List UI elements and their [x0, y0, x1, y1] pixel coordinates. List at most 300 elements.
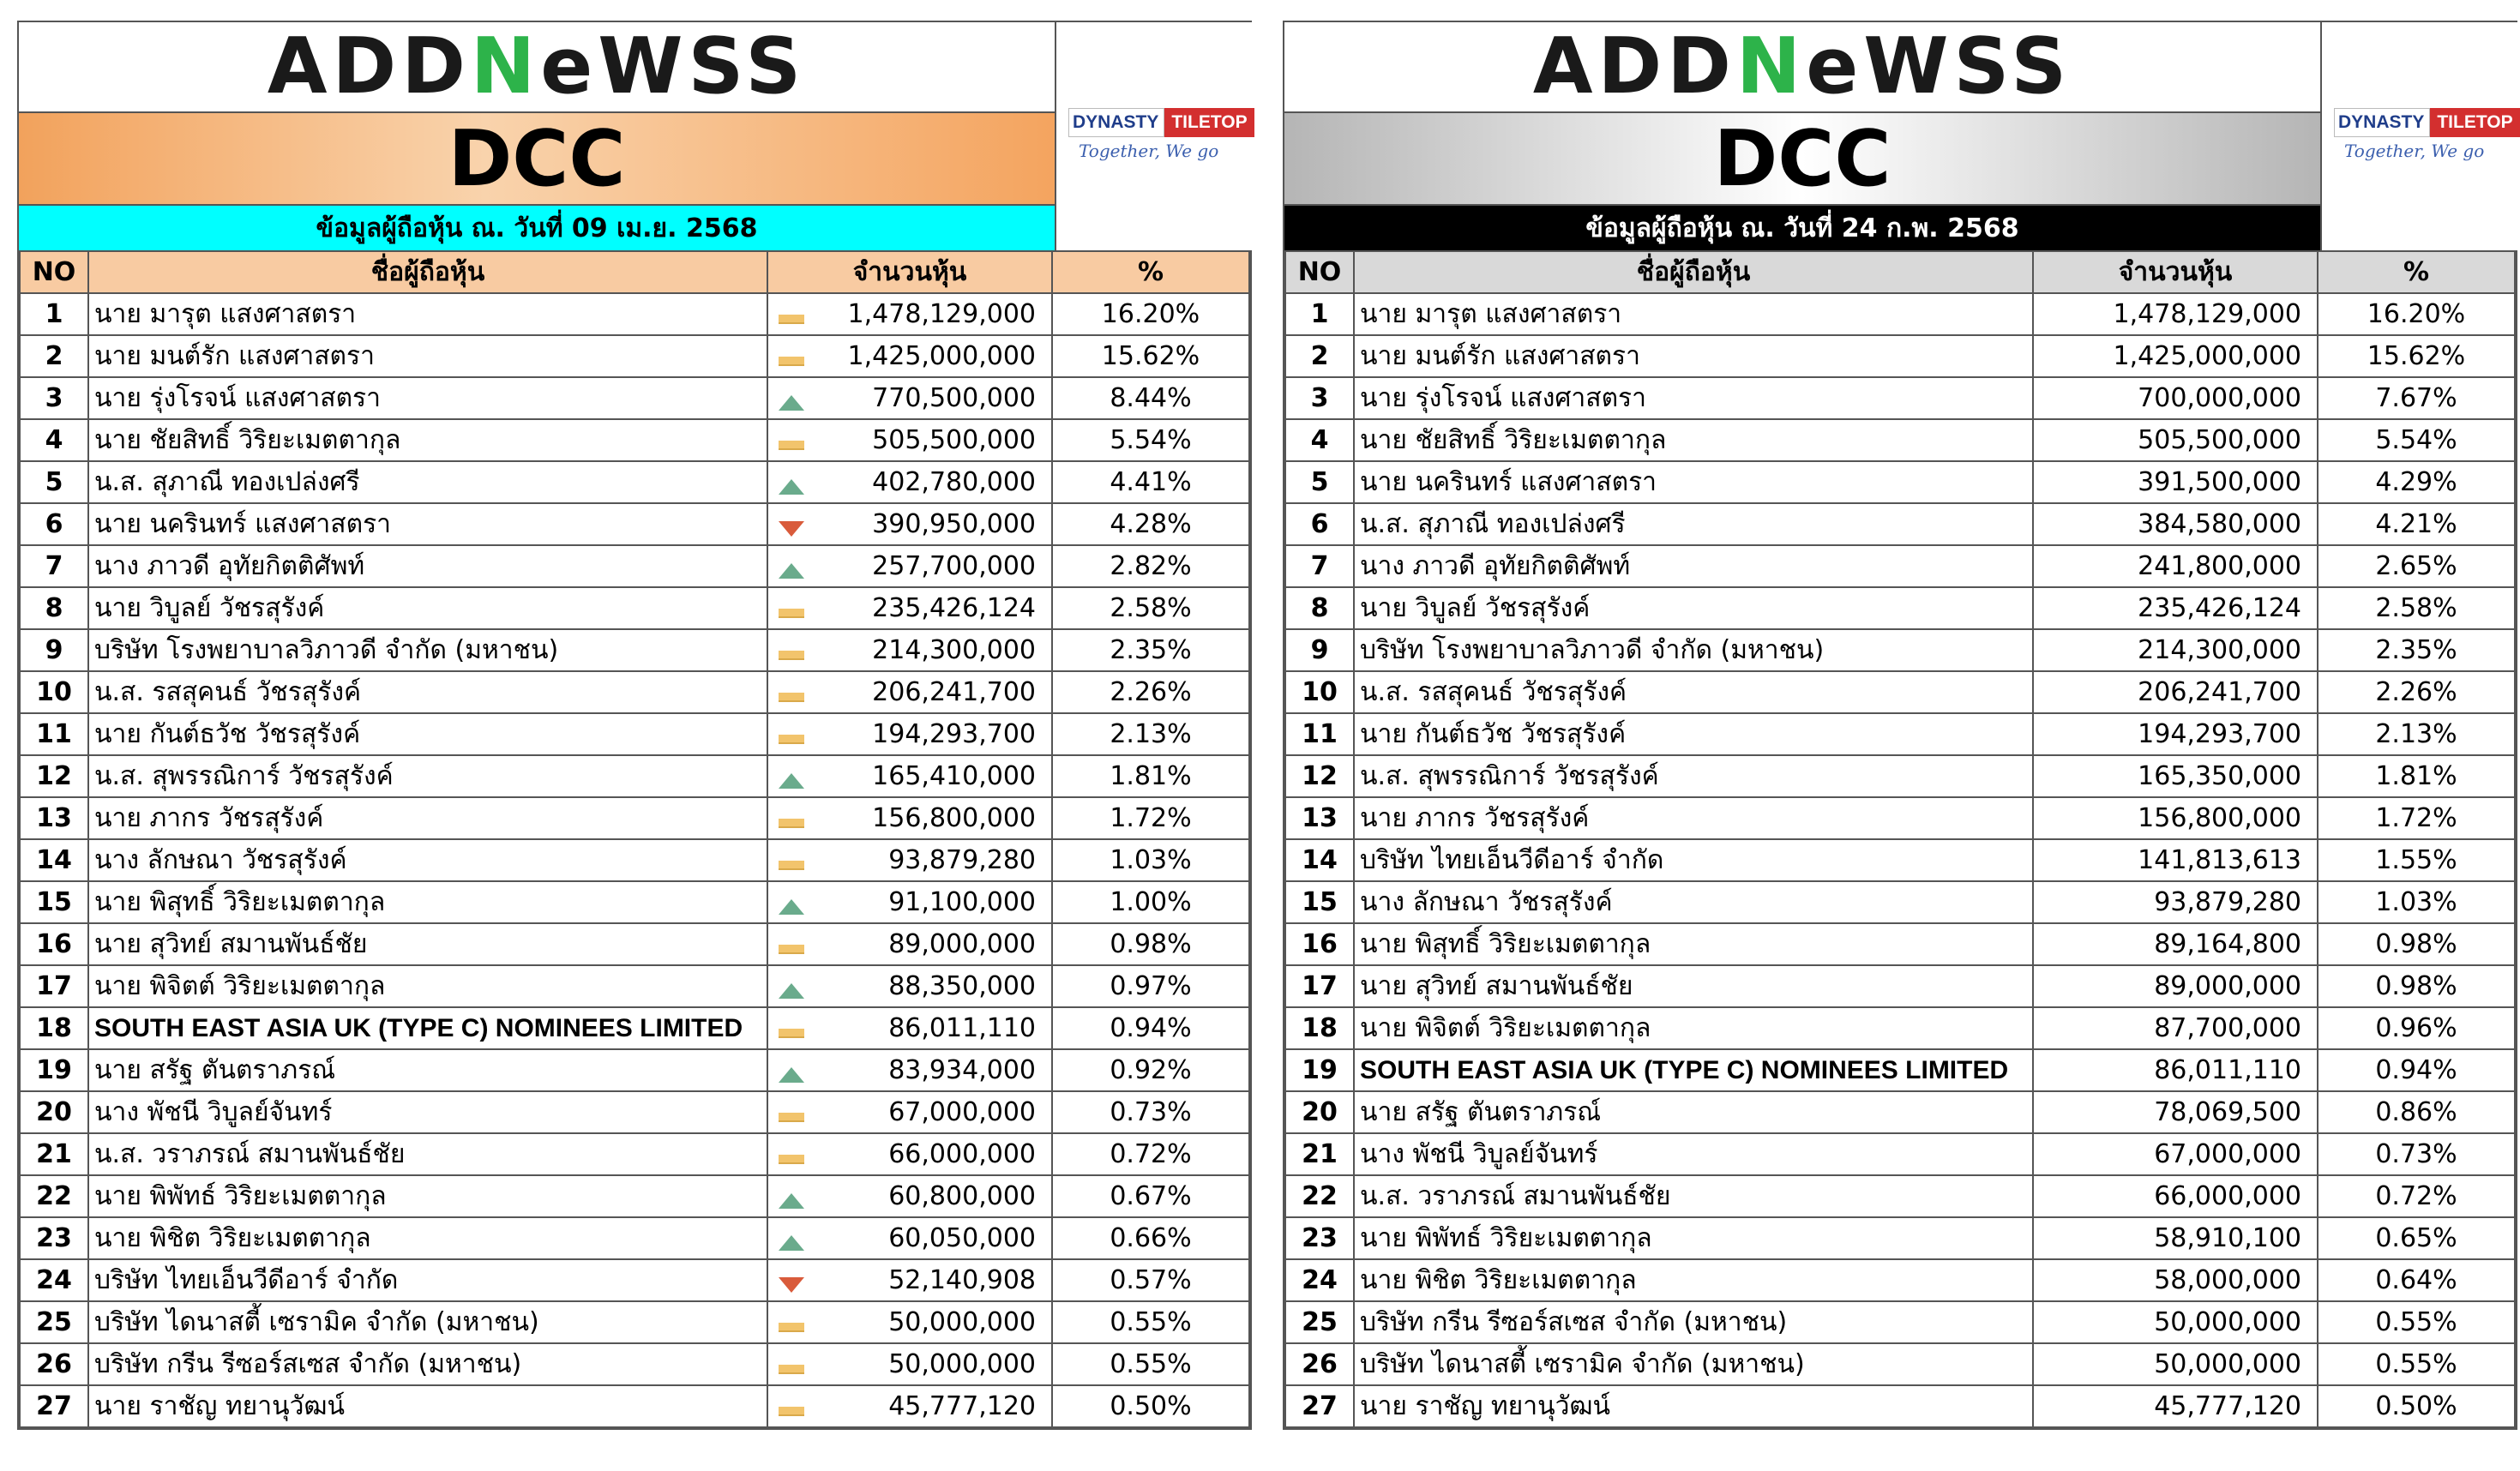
col-no: NO: [1285, 251, 1354, 293]
share-count-cell: [2033, 335, 2318, 377]
share-count: 214,300,000: [2138, 635, 2301, 665]
row-number: 12: [20, 755, 88, 797]
ticker-banner: [19, 111, 1055, 206]
table-row: [1285, 461, 2515, 503]
share-count-cell: [2033, 419, 2318, 461]
shareholder-name: บริษัท กรีน รีซอร์สเซส จำกัด (มหาชน): [1354, 1301, 2033, 1343]
share-percent: 1.00%: [1052, 881, 1249, 923]
share-count: 50,000,000: [2154, 1307, 2301, 1337]
share-percent: 4.41%: [1052, 461, 1249, 503]
row-number: 22: [20, 1175, 88, 1217]
share-percent: 0.50%: [2318, 1385, 2515, 1427]
share-percent: 4.21%: [2318, 503, 2515, 545]
share-percent: 0.98%: [2318, 965, 2515, 1007]
unchanged-dash-icon: [779, 1323, 804, 1332]
share-count: 45,777,120: [888, 1391, 1036, 1421]
row-number: 23: [20, 1217, 88, 1259]
unchanged-dash-icon: [779, 609, 804, 618]
date-label: ข้อมูลผู้ถือหุ้น ณ. วันที่ 24 ก.พ. 2568: [1284, 204, 2320, 250]
table-row: [20, 377, 1249, 419]
share-percent: 2.58%: [1052, 587, 1249, 629]
row-number: 5: [1285, 461, 1354, 503]
ticker-banner: [1284, 111, 2320, 206]
share-percent: 0.98%: [1052, 923, 1249, 965]
unchanged-dash-icon: [779, 1365, 804, 1374]
share-count: 194,293,700: [872, 719, 1036, 749]
addnewss-logo: [1284, 22, 2320, 111]
shareholder-name: น.ส. สุภาณี ทองเปล่งศรี: [88, 461, 767, 503]
share-count-cell: [2033, 1343, 2318, 1385]
shareholder-name: นาง พัชนี วิบูลย์จันทร์: [88, 1091, 767, 1133]
share-count-cell: [767, 419, 1052, 461]
share-count-cell: [767, 755, 1052, 797]
table-row: [1285, 881, 2515, 923]
share-percent: 2.35%: [2318, 629, 2515, 671]
share-percent: 0.72%: [2318, 1175, 2515, 1217]
share-count: 66,000,000: [2154, 1181, 2301, 1211]
row-number: 2: [1285, 335, 1354, 377]
share-percent: 0.72%: [1052, 1133, 1249, 1175]
panel-header: [19, 22, 1250, 250]
unchanged-dash-icon: [779, 1029, 804, 1038]
share-percent: 0.67%: [1052, 1175, 1249, 1217]
table-row: [20, 1259, 1249, 1301]
shareholder-name: นาย สุวิทย์ สมานพันธ์ชัย: [1354, 965, 2033, 1007]
share-count-cell: [767, 923, 1052, 965]
table-row: [1285, 713, 2515, 755]
table-row: [20, 335, 1249, 377]
row-number: 9: [20, 629, 88, 671]
shareholder-name: บริษัท โรงพยาบาลวิภาวดี จำกัด (มหาชน): [88, 629, 767, 671]
share-percent: 8.44%: [1052, 377, 1249, 419]
row-number: 13: [1285, 797, 1354, 839]
table-row: [1285, 1343, 2515, 1385]
share-count-cell: [2033, 713, 2318, 755]
share-percent: 0.97%: [1052, 965, 1249, 1007]
share-count-cell: [767, 965, 1052, 1007]
up-arrow-icon: [779, 1067, 804, 1083]
shareholder-name: นาย นครินทร์ แสงศาสตรา: [1354, 461, 2033, 503]
share-count-cell: [2033, 1175, 2318, 1217]
table-row: [20, 1343, 1249, 1385]
row-number: 11: [20, 713, 88, 755]
table-row: [1285, 587, 2515, 629]
row-number: 1: [1285, 293, 1354, 335]
table-row: [20, 1175, 1249, 1217]
col-pct: %: [2318, 251, 2515, 293]
share-count-cell: [767, 1217, 1052, 1259]
header-main: [19, 22, 1055, 250]
table-row: [1285, 1301, 2515, 1343]
shareholder-name: น.ส. สุพรรณิการ์ วัชรสุรังค์: [88, 755, 767, 797]
table-row: [20, 461, 1249, 503]
share-count: 78,069,500: [2154, 1097, 2301, 1127]
row-number: 25: [20, 1301, 88, 1343]
shareholder-name: นาย ราชัญ ทยานุวัฒน์: [1354, 1385, 2033, 1427]
share-percent: 0.55%: [1052, 1343, 1249, 1385]
shareholder-name: นาย สุวิทย์ สมานพันธ์ชัย: [88, 923, 767, 965]
share-percent: 16.20%: [1052, 293, 1249, 335]
table-row: [20, 1133, 1249, 1175]
share-count: 45,777,120: [2154, 1391, 2301, 1421]
share-count: 206,241,700: [2138, 677, 2301, 707]
table-row: [20, 293, 1249, 335]
table-row: [1285, 839, 2515, 881]
up-arrow-icon: [779, 899, 804, 915]
share-percent: 1.72%: [1052, 797, 1249, 839]
row-number: 3: [20, 377, 88, 419]
up-arrow-icon: [779, 479, 804, 495]
share-count: 505,500,000: [872, 425, 1036, 455]
share-count-cell: [2033, 965, 2318, 1007]
share-count: 88,350,000: [888, 971, 1036, 1001]
share-count: 93,879,280: [888, 845, 1036, 875]
share-percent: 15.62%: [2318, 335, 2515, 377]
share-count: 58,000,000: [2154, 1265, 2301, 1295]
sponsor-box: [1055, 22, 1252, 250]
row-number: 20: [1285, 1091, 1354, 1133]
share-percent: 0.86%: [2318, 1091, 2515, 1133]
shareholder-name: บริษัท ไดนาสตี้ เซรามิค จำกัด (มหาชน): [1354, 1343, 2033, 1385]
share-count-cell: [767, 1133, 1052, 1175]
row-number: 26: [1285, 1343, 1354, 1385]
shareholder-name: น.ส. รสสุคนธ์ วัชรสุรังค์: [1354, 671, 2033, 713]
row-number: 7: [1285, 545, 1354, 587]
row-number: 27: [20, 1385, 88, 1427]
row-number: 25: [1285, 1301, 1354, 1343]
share-percent: 2.13%: [2318, 713, 2515, 755]
row-number: 27: [1285, 1385, 1354, 1427]
shareholder-name: นาง ลักษณา วัชรสุรังค์: [1354, 881, 2033, 923]
unchanged-dash-icon: [779, 651, 804, 660]
row-number: 1: [20, 293, 88, 335]
up-arrow-icon: [779, 395, 804, 411]
table-row: [1285, 419, 2515, 461]
share-percent: 16.20%: [2318, 293, 2515, 335]
row-number: 15: [1285, 881, 1354, 923]
table-row: [20, 1091, 1249, 1133]
share-count: 50,000,000: [2154, 1349, 2301, 1379]
share-percent: 15.62%: [1052, 335, 1249, 377]
share-percent: 0.57%: [1052, 1259, 1249, 1301]
shareholder-name: น.ส. รสสุคนธ์ วัชรสุรังค์: [88, 671, 767, 713]
share-percent: 0.73%: [1052, 1091, 1249, 1133]
share-percent: 0.94%: [1052, 1007, 1249, 1049]
row-number: 10: [20, 671, 88, 713]
share-count: 156,800,000: [872, 803, 1036, 833]
table-row: [1285, 797, 2515, 839]
down-arrow-icon: [779, 1277, 804, 1293]
share-percent: 0.55%: [2318, 1343, 2515, 1385]
table-row: [1285, 965, 2515, 1007]
table-row: [20, 671, 1249, 713]
share-count: 89,164,800: [2154, 929, 2301, 959]
share-percent: 0.94%: [2318, 1049, 2515, 1091]
share-count-cell: [2033, 923, 2318, 965]
unchanged-dash-icon: [779, 735, 804, 744]
dynasty-tiletop-logo: DYNASTY TILETOP Together, We go: [1068, 108, 1240, 161]
shareholder-name: นาย สรัฐ ตันตราภรณ์: [88, 1049, 767, 1091]
unchanged-dash-icon: [779, 1113, 804, 1122]
share-count: 66,000,000: [888, 1139, 1036, 1169]
shareholder-name: นาย พิชิต วิริยะเมตตากุล: [88, 1217, 767, 1259]
share-percent: 4.28%: [1052, 503, 1249, 545]
dynasty-tiletop-logo: DYNASTY TILETOP Together, We go: [2334, 108, 2505, 161]
row-number: 17: [20, 965, 88, 1007]
shareholder-name: นาย พิจิตต์ วิริยะเมตตากุล: [88, 965, 767, 1007]
down-arrow-icon: [779, 521, 804, 537]
shareholder-name: นาย ชัยสิทธิ์ วิริยะเมตตากุล: [1354, 419, 2033, 461]
share-count: 86,011,110: [2154, 1055, 2301, 1085]
shareholder-name: นาย รุ่งโรจน์ แสงศาสตรา: [88, 377, 767, 419]
share-count: 67,000,000: [2154, 1139, 2301, 1169]
row-number: 14: [20, 839, 88, 881]
row-number: 21: [20, 1133, 88, 1175]
row-number: 14: [1285, 839, 1354, 881]
share-count-cell: [767, 503, 1052, 545]
share-count: 214,300,000: [872, 635, 1036, 665]
table-row: [1285, 1091, 2515, 1133]
col-pct: %: [1052, 251, 1249, 293]
share-count-cell: [767, 797, 1052, 839]
table-row: [20, 923, 1249, 965]
share-count-cell: [2033, 293, 2318, 335]
shareholder-name: นาย พิจิตต์ วิริยะเมตตากุล: [1354, 1007, 2033, 1049]
share-count: 1,478,129,000: [847, 299, 1036, 329]
share-percent: 0.50%: [1052, 1385, 1249, 1427]
row-number: 21: [1285, 1133, 1354, 1175]
share-count-cell: [2033, 671, 2318, 713]
share-count: 58,910,100: [2154, 1223, 2301, 1253]
share-percent: 1.81%: [2318, 755, 2515, 797]
shareholder-name: นาย มนต์รัก แสงศาสตรา: [88, 335, 767, 377]
shareholder-name: บริษัท ไทยเอ็นวีดีอาร์ จำกัด: [88, 1259, 767, 1301]
share-count-cell: [767, 839, 1052, 881]
table-row: [20, 1217, 1249, 1259]
table-row: [20, 1007, 1249, 1049]
share-count-cell: [2033, 1385, 2318, 1427]
shareholder-name: บริษัท โรงพยาบาลวิภาวดี จำกัด (มหาชน): [1354, 629, 2033, 671]
shareholder-name: บริษัท ไดนาสตี้ เซรามิค จำกัด (มหาชน): [88, 1301, 767, 1343]
share-count-cell: [767, 587, 1052, 629]
share-count-cell: [2033, 1217, 2318, 1259]
unchanged-dash-icon: [779, 357, 804, 366]
shareholder-name: นาย กันต์ธวัช วัชรสุรังค์: [88, 713, 767, 755]
shareholder-table: [19, 250, 1250, 1428]
header-main: [1284, 22, 2320, 250]
row-number: 26: [20, 1343, 88, 1385]
share-count-cell: [2033, 1259, 2318, 1301]
share-count: 87,700,000: [2154, 1013, 2301, 1043]
share-count-cell: [2033, 839, 2318, 881]
share-count-cell: [767, 461, 1052, 503]
share-count: 770,500,000: [872, 383, 1036, 413]
row-number: 10: [1285, 671, 1354, 713]
share-percent: 5.54%: [1052, 419, 1249, 461]
row-number: 6: [1285, 503, 1354, 545]
share-percent: 2.58%: [2318, 587, 2515, 629]
share-count: 257,700,000: [872, 551, 1036, 581]
table-row: [20, 503, 1249, 545]
share-count-cell: [767, 1385, 1052, 1427]
share-count: 165,350,000: [2138, 761, 2301, 791]
unchanged-dash-icon: [779, 693, 804, 702]
row-number: 9: [1285, 629, 1354, 671]
table-row: [20, 797, 1249, 839]
shareholder-name: นาย วิบูลย์ วัชรสุรังค์: [1354, 587, 2033, 629]
share-count-cell: [2033, 629, 2318, 671]
share-percent: 2.82%: [1052, 545, 1249, 587]
col-name: ชื่อผู้ถือหุ้น: [88, 251, 767, 293]
share-count-cell: [767, 1091, 1052, 1133]
table-header-row: [20, 251, 1249, 293]
share-count-cell: [767, 1007, 1052, 1049]
share-count-cell: [767, 1259, 1052, 1301]
table-row: [1285, 1007, 2515, 1049]
share-count: 402,780,000: [872, 467, 1036, 497]
shareholder-name: นาย นครินทร์ แสงศาสตรา: [88, 503, 767, 545]
unchanged-dash-icon: [779, 1407, 804, 1416]
unchanged-dash-icon: [779, 945, 804, 954]
row-number: 13: [20, 797, 88, 839]
share-count-cell: [2033, 503, 2318, 545]
share-percent: 7.67%: [2318, 377, 2515, 419]
row-number: 16: [20, 923, 88, 965]
row-number: 18: [20, 1007, 88, 1049]
share-percent: 0.73%: [2318, 1133, 2515, 1175]
row-number: 24: [20, 1259, 88, 1301]
shareholder-name: นาย รุ่งโรจน์ แสงศาสตรา: [1354, 377, 2033, 419]
share-count: 505,500,000: [2138, 425, 2301, 455]
shareholder-name: น.ส. สุภาณี ทองเปล่งศรี: [1354, 503, 2033, 545]
share-percent: 1.72%: [2318, 797, 2515, 839]
share-count: 391,500,000: [2138, 467, 2301, 497]
share-percent: 0.55%: [2318, 1301, 2515, 1343]
row-number: 4: [20, 419, 88, 461]
row-number: 23: [1285, 1217, 1354, 1259]
shareholder-name: นาย วิบูลย์ วัชรสุรังค์: [88, 587, 767, 629]
shareholder-name: นาย ชัยสิทธิ์ วิริยะเมตตากุล: [88, 419, 767, 461]
share-count: 390,950,000: [872, 509, 1036, 539]
row-number: 12: [1285, 755, 1354, 797]
share-percent: 0.55%: [1052, 1301, 1249, 1343]
table-row: [20, 587, 1249, 629]
row-number: 17: [1285, 965, 1354, 1007]
share-count-cell: [767, 545, 1052, 587]
table-row: [1285, 503, 2515, 545]
share-count-cell: [767, 1301, 1052, 1343]
row-number: 24: [1285, 1259, 1354, 1301]
share-count-cell: [767, 713, 1052, 755]
table-header-row: [1285, 251, 2515, 293]
share-count: 156,800,000: [2138, 803, 2301, 833]
table-row: [20, 1049, 1249, 1091]
share-count-cell: [767, 1049, 1052, 1091]
table-row: [1285, 335, 2515, 377]
share-count: 93,879,280: [2154, 887, 2301, 917]
share-percent: 0.65%: [2318, 1217, 2515, 1259]
share-count: 165,410,000: [872, 761, 1036, 791]
share-count: 50,000,000: [888, 1349, 1036, 1379]
table-row: [20, 629, 1249, 671]
shareholder-table: [1284, 250, 2516, 1428]
table-row: [20, 965, 1249, 1007]
up-arrow-icon: [779, 1193, 804, 1209]
unchanged-dash-icon: [779, 1155, 804, 1164]
shareholder-name: นาย กันต์ธวัช วัชรสุรังค์: [1354, 713, 2033, 755]
col-no: NO: [20, 251, 88, 293]
sponsor-box: [2320, 22, 2517, 250]
left-shareholder-panel: [17, 21, 1252, 1430]
table-row: [1285, 545, 2515, 587]
share-percent: 2.65%: [2318, 545, 2515, 587]
row-number: 8: [20, 587, 88, 629]
logo-text: ADDNeWSS: [267, 21, 807, 111]
shareholder-name: นาย ภากร วัชรสุรังค์: [88, 797, 767, 839]
share-percent: 1.03%: [1052, 839, 1249, 881]
share-percent: 2.13%: [1052, 713, 1249, 755]
row-number: 3: [1285, 377, 1354, 419]
share-count: 241,800,000: [2138, 551, 2301, 581]
share-count: 52,140,908: [888, 1265, 1036, 1295]
shareholder-name: นาย พิพัทธ์ วิริยะเมตตากุล: [88, 1175, 767, 1217]
share-count: 384,580,000: [2138, 509, 2301, 539]
shareholder-name: นาย มารุต แสงศาสตรา: [1354, 293, 2033, 335]
share-count: 1,478,129,000: [2113, 299, 2301, 329]
table-row: [1285, 1049, 2515, 1091]
table-row: [20, 881, 1249, 923]
share-percent: 1.55%: [2318, 839, 2515, 881]
shareholder-name: นาย พิสุทธิ์ วิริยะเมตตากุล: [1354, 923, 2033, 965]
shareholder-name: SOUTH EAST ASIA UK (TYPE C) NOMINEES LIMITED: [88, 1007, 767, 1049]
shareholder-name: บริษัท ไทยเอ็นวีดีอาร์ จำกัด: [1354, 839, 2033, 881]
share-count: 700,000,000: [2138, 383, 2301, 413]
share-count: 91,100,000: [888, 887, 1036, 917]
row-number: 4: [1285, 419, 1354, 461]
share-percent: 0.66%: [1052, 1217, 1249, 1259]
shareholder-name: นาย ราชัญ ทยานุวัฒน์: [88, 1385, 767, 1427]
row-number: 15: [20, 881, 88, 923]
unchanged-dash-icon: [779, 441, 804, 450]
shareholder-name: นาย พิพัทธ์ วิริยะเมตตากุล: [1354, 1217, 2033, 1259]
row-number: 2: [20, 335, 88, 377]
share-count-cell: [2033, 755, 2318, 797]
share-count-cell: [767, 881, 1052, 923]
shareholder-name: น.ส. สุพรรณิการ์ วัชรสุรังค์: [1354, 755, 2033, 797]
row-number: 5: [20, 461, 88, 503]
share-count-cell: [2033, 545, 2318, 587]
table-row: [1285, 1385, 2515, 1427]
up-arrow-icon: [779, 1235, 804, 1251]
row-number: 18: [1285, 1007, 1354, 1049]
share-count-cell: [767, 335, 1052, 377]
table-row: [1285, 923, 2515, 965]
share-count-cell: [2033, 461, 2318, 503]
share-count-cell: [2033, 587, 2318, 629]
share-percent: 0.96%: [2318, 1007, 2515, 1049]
shareholder-name: นาย สรัฐ ตันตราภรณ์: [1354, 1091, 2033, 1133]
share-percent: 0.98%: [2318, 923, 2515, 965]
share-count-cell: [2033, 1049, 2318, 1091]
row-number: 19: [20, 1049, 88, 1091]
shareholder-name: นาง พัชนี วิบูลย์จันทร์: [1354, 1133, 2033, 1175]
shareholder-name: SOUTH EAST ASIA UK (TYPE C) NOMINEES LIMITED: [1354, 1049, 2033, 1091]
table-row: [1285, 293, 2515, 335]
table-row: [1285, 377, 2515, 419]
table-row: [1285, 1259, 2515, 1301]
table-row: [1285, 1217, 2515, 1259]
share-count: 89,000,000: [2154, 971, 2301, 1001]
